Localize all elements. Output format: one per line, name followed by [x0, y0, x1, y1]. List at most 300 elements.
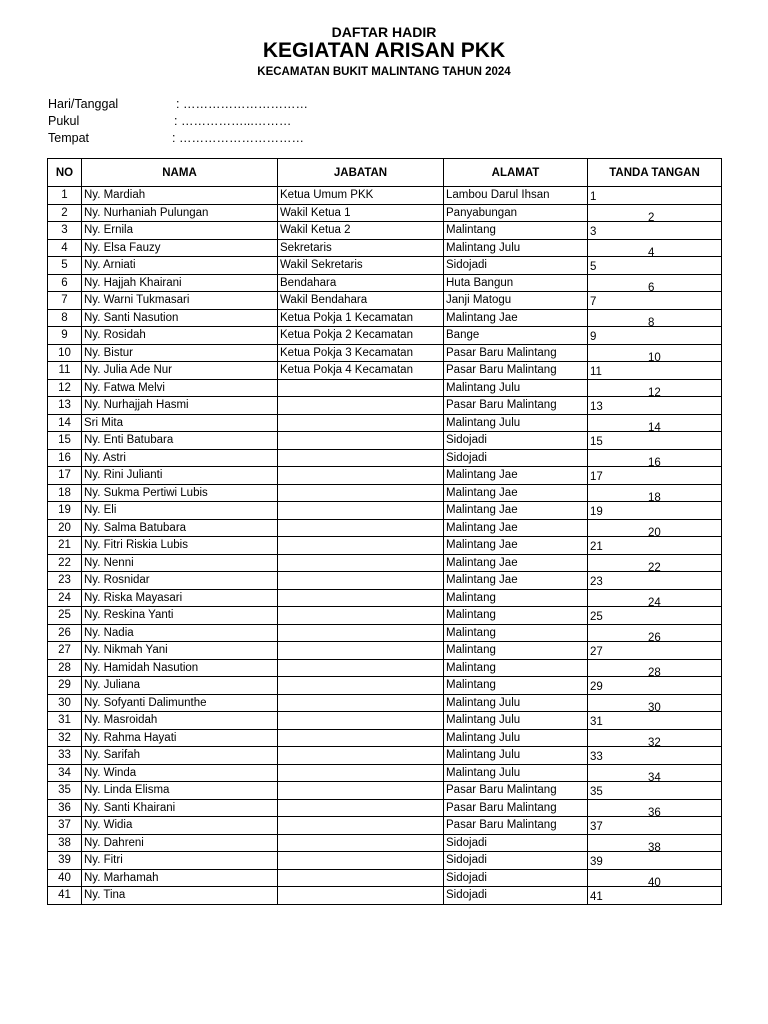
cell-nama: Ny. Mardiah: [82, 187, 278, 205]
cell-alamat: Bange: [444, 327, 588, 345]
cell-no: 41: [48, 887, 82, 905]
cell-tanda-tangan: [588, 239, 722, 257]
cell-tanda-tangan: [588, 817, 722, 835]
cell-no: 19: [48, 502, 82, 520]
meta-tempat: [48, 131, 448, 147]
cell-jabatan: [278, 397, 444, 415]
cell-alamat: Malintang: [444, 624, 588, 642]
cell-tanda-tangan: [588, 414, 722, 432]
cell-tanda-tangan: [588, 747, 722, 765]
table-row: [48, 414, 722, 432]
cell-alamat: Sidojadi: [444, 449, 588, 467]
signature-number: 18: [648, 491, 661, 502]
attendance-table: [47, 158, 722, 905]
cell-no: 18: [48, 484, 82, 502]
signature-number: 37: [590, 821, 603, 833]
cell-jabatan: [278, 519, 444, 537]
cell-nama: Ny. Fitri Riskia Lubis: [82, 537, 278, 555]
cell-alamat: Malintang Julu: [444, 747, 588, 765]
cell-tanda-tangan: [588, 852, 722, 870]
cell-tanda-tangan: [588, 782, 722, 800]
cell-alamat: Pasar Baru Malintang: [444, 397, 588, 415]
cell-tanda-tangan: [588, 607, 722, 625]
table-row: [48, 729, 722, 747]
cell-tanda-tangan: [588, 799, 722, 817]
cell-jabatan: [278, 782, 444, 800]
cell-jabatan: Wakil Sekretaris: [278, 257, 444, 275]
cell-no: 8: [48, 309, 82, 327]
cell-nama: Ny. Masroidah: [82, 712, 278, 730]
signature-number: 31: [590, 716, 603, 728]
cell-alamat: Malintang Julu: [444, 764, 588, 782]
cell-no: 32: [48, 729, 82, 747]
cell-no: 34: [48, 764, 82, 782]
cell-no: 3: [48, 222, 82, 240]
title-line-1: DAFTAR HADIR: [331, 24, 437, 40]
cell-no: 35: [48, 782, 82, 800]
signature-number: 21: [590, 541, 603, 553]
signature-number: 5: [590, 261, 597, 273]
cell-alamat: Sidojadi: [444, 432, 588, 450]
table-row: [48, 887, 722, 905]
table-row: [48, 449, 722, 467]
cell-no: 24: [48, 589, 82, 607]
table-row: [48, 397, 722, 415]
cell-jabatan: [278, 449, 444, 467]
cell-nama: Ny. Julia Ade Nur: [82, 362, 278, 380]
cell-nama: Ny. Rosnidar: [82, 572, 278, 590]
table-row: [48, 274, 722, 292]
cell-alamat: Huta Bangun: [444, 274, 588, 292]
cell-alamat: Sidojadi: [444, 852, 588, 870]
cell-jabatan: [278, 642, 444, 660]
table-row: [48, 519, 722, 537]
cell-tanda-tangan: [588, 659, 722, 677]
cell-jabatan: Ketua Pokja 1 Kecamatan: [278, 309, 444, 327]
table-row: [48, 834, 722, 852]
cell-tanda-tangan: [588, 554, 722, 572]
cell-alamat: Malintang Jae: [444, 467, 588, 485]
cell-no: 22: [48, 554, 82, 572]
meta-tempat-value: : …………………………: [172, 131, 304, 145]
signature-number: 34: [648, 771, 661, 782]
cell-nama: Ny. Nenni: [82, 554, 278, 572]
cell-jabatan: [278, 502, 444, 520]
cell-jabatan: [278, 554, 444, 572]
cell-alamat: Malintang Jae: [444, 484, 588, 502]
column-header-tanda-tangan: TANDA TANGAN: [588, 159, 722, 187]
cell-tanda-tangan: [588, 642, 722, 660]
table-row: [48, 467, 722, 485]
signature-number: 24: [648, 596, 661, 607]
cell-alamat: Malintang: [444, 589, 588, 607]
cell-no: 25: [48, 607, 82, 625]
cell-no: 10: [48, 344, 82, 362]
cell-jabatan: [278, 729, 444, 747]
cell-no: 37: [48, 817, 82, 835]
table-row: [48, 782, 722, 800]
table-row: [48, 799, 722, 817]
signature-number: 38: [648, 841, 661, 852]
cell-no: 13: [48, 397, 82, 415]
cell-nama: Ny. Astri: [82, 449, 278, 467]
cell-nama: Ny. Nikmah Yani: [82, 642, 278, 660]
cell-jabatan: [278, 764, 444, 782]
cell-no: 9: [48, 327, 82, 345]
cell-alamat: Sidojadi: [444, 257, 588, 275]
signature-number: 6: [648, 281, 655, 292]
cell-no: 29: [48, 677, 82, 695]
cell-jabatan: [278, 624, 444, 642]
cell-jabatan: [278, 712, 444, 730]
cell-jabatan: Ketua Pokja 3 Kecamatan: [278, 344, 444, 362]
table-row: [48, 554, 722, 572]
cell-nama: Ny. Sarifah: [82, 747, 278, 765]
cell-nama: Ny. Tina: [82, 887, 278, 905]
signature-number: 16: [648, 456, 661, 467]
cell-nama: Ny. Fitri: [82, 852, 278, 870]
cell-tanda-tangan: [588, 187, 722, 205]
cell-jabatan: [278, 414, 444, 432]
signature-number: 3: [590, 226, 597, 238]
cell-nama: Ny. Salma Batubara: [82, 519, 278, 537]
table-row: [48, 852, 722, 870]
signature-number: 27: [590, 646, 603, 658]
cell-no: 28: [48, 659, 82, 677]
signature-number: 17: [590, 471, 603, 483]
cell-no: 14: [48, 414, 82, 432]
cell-alamat: Malintang Julu: [444, 239, 588, 257]
cell-alamat: Sidojadi: [444, 887, 588, 905]
cell-alamat: Malintang Jae: [444, 572, 588, 590]
table-row: [48, 869, 722, 887]
cell-nama: Ny. Arniati: [82, 257, 278, 275]
table-row: [48, 257, 722, 275]
table-row: [48, 484, 722, 502]
cell-jabatan: Ketua Pokja 4 Kecamatan: [278, 362, 444, 380]
title-line-3: KECAMATAN BUKIT MALINTANG TAHUN 2024: [257, 66, 511, 78]
meta-hari-value: : …………………………: [176, 97, 308, 111]
cell-no: 11: [48, 362, 82, 380]
table-row: [48, 309, 722, 327]
cell-alamat: Malintang Jae: [444, 537, 588, 555]
cell-nama: Ny. Elsa Fauzy: [82, 239, 278, 257]
table-body: [48, 187, 722, 905]
cell-no: 16: [48, 449, 82, 467]
cell-nama: Ny. Widia: [82, 817, 278, 835]
cell-nama: Ny. Marhamah: [82, 869, 278, 887]
table-row: [48, 222, 722, 240]
cell-jabatan: [278, 484, 444, 502]
cell-nama: Ny. Fatwa Melvi: [82, 379, 278, 397]
table-row: [48, 817, 722, 835]
cell-alamat: Malintang Julu: [444, 414, 588, 432]
meta-tempat-label: Tempat: [48, 131, 89, 145]
cell-tanda-tangan: [588, 344, 722, 362]
cell-nama: Ny. Sofyanti Dalimunthe: [82, 694, 278, 712]
cell-jabatan: [278, 817, 444, 835]
table-row: [48, 694, 722, 712]
signature-number: 26: [648, 631, 661, 642]
cell-jabatan: [278, 572, 444, 590]
meta-pukul: [48, 114, 448, 130]
cell-tanda-tangan: [588, 519, 722, 537]
cell-jabatan: Bendahara: [278, 274, 444, 292]
signature-number: 4: [648, 246, 655, 257]
cell-nama: Ny. Juliana: [82, 677, 278, 695]
signature-number: 29: [590, 681, 603, 693]
cell-tanda-tangan: [588, 502, 722, 520]
cell-jabatan: [278, 834, 444, 852]
table-row: [48, 204, 722, 222]
cell-jabatan: [278, 537, 444, 555]
cell-nama: Ny. Hajjah Khairani: [82, 274, 278, 292]
signature-number: 35: [590, 786, 603, 798]
cell-alamat: Malintang Jae: [444, 309, 588, 327]
cell-jabatan: Wakil Bendahara: [278, 292, 444, 310]
column-header-jabatan: JABATAN: [278, 159, 444, 187]
signature-number: 40: [648, 876, 661, 887]
column-header-nama: NAMA: [82, 159, 278, 187]
meta-hari-tanggal: [48, 97, 448, 113]
cell-alamat: Malintang Julu: [444, 729, 588, 747]
title-line-2: KEGIATAN ARISAN PKK: [262, 39, 506, 62]
meta-pukul-label: Pukul: [48, 114, 80, 128]
cell-nama: Ny. Nadia: [82, 624, 278, 642]
cell-tanda-tangan: [588, 729, 722, 747]
cell-no: 30: [48, 694, 82, 712]
cell-tanda-tangan: [588, 887, 722, 905]
cell-alamat: Janji Matogu: [444, 292, 588, 310]
signature-number: 13: [590, 401, 603, 413]
cell-tanda-tangan: [588, 327, 722, 345]
signature-number: 23: [590, 576, 603, 588]
cell-alamat: Malintang Julu: [444, 379, 588, 397]
cell-no: 23: [48, 572, 82, 590]
cell-tanda-tangan: [588, 624, 722, 642]
cell-jabatan: [278, 659, 444, 677]
cell-no: 12: [48, 379, 82, 397]
cell-no: 39: [48, 852, 82, 870]
cell-nama: Ny. Rini Julianti: [82, 467, 278, 485]
cell-no: 17: [48, 467, 82, 485]
cell-jabatan: [278, 589, 444, 607]
cell-nama: Ny. Enti Batubara: [82, 432, 278, 450]
cell-tanda-tangan: [588, 257, 722, 275]
cell-jabatan: [278, 432, 444, 450]
cell-nama: Ny. Hamidah Nasution: [82, 659, 278, 677]
cell-no: 6: [48, 274, 82, 292]
signature-number: 33: [590, 751, 603, 763]
cell-nama: Ny. Eli: [82, 502, 278, 520]
table-row: [48, 187, 722, 205]
table-row: [48, 327, 722, 345]
cell-tanda-tangan: [588, 309, 722, 327]
column-header-alamat: ALAMAT: [444, 159, 588, 187]
cell-alamat: Malintang Jae: [444, 519, 588, 537]
signature-number: 30: [648, 701, 661, 712]
table-row: [48, 642, 722, 660]
cell-tanda-tangan: [588, 694, 722, 712]
cell-alamat: Malintang Jae: [444, 554, 588, 572]
signature-number: 2: [648, 211, 655, 222]
cell-alamat: Lambou Darul Ihsan: [444, 187, 588, 205]
cell-alamat: Malintang: [444, 659, 588, 677]
cell-tanda-tangan: [588, 764, 722, 782]
cell-nama: Sri Mita: [82, 414, 278, 432]
table-row: [48, 502, 722, 520]
signature-number: 36: [648, 806, 661, 817]
cell-tanda-tangan: [588, 204, 722, 222]
table-row: [48, 659, 722, 677]
table-row: [48, 432, 722, 450]
table-row: [48, 677, 722, 695]
cell-alamat: Pasar Baru Malintang: [444, 799, 588, 817]
cell-tanda-tangan: [588, 292, 722, 310]
table-row: [48, 589, 722, 607]
signature-number: 39: [590, 856, 603, 868]
signature-number: 19: [590, 506, 603, 518]
cell-tanda-tangan: [588, 467, 722, 485]
cell-jabatan: [278, 467, 444, 485]
cell-alamat: Malintang Julu: [444, 694, 588, 712]
cell-alamat: Malintang Julu: [444, 712, 588, 730]
cell-jabatan: [278, 747, 444, 765]
cell-no: 20: [48, 519, 82, 537]
signature-number: 1: [590, 191, 597, 203]
cell-no: 15: [48, 432, 82, 450]
cell-jabatan: Ketua Pokja 2 Kecamatan: [278, 327, 444, 345]
meta-pukul-value: : ……………...………: [174, 114, 292, 128]
cell-tanda-tangan: [588, 274, 722, 292]
cell-tanda-tangan: [588, 397, 722, 415]
cell-jabatan: [278, 869, 444, 887]
cell-alamat: Panyabungan: [444, 204, 588, 222]
cell-no: 31: [48, 712, 82, 730]
cell-alamat: Pasar Baru Malintang: [444, 817, 588, 835]
signature-number: 32: [648, 736, 661, 747]
cell-nama: Ny. Santi Khairani: [82, 799, 278, 817]
cell-tanda-tangan: [588, 712, 722, 730]
cell-tanda-tangan: [588, 589, 722, 607]
signature-number: 28: [648, 666, 661, 677]
cell-no: 4: [48, 239, 82, 257]
cell-tanda-tangan: [588, 379, 722, 397]
cell-jabatan: Wakil Ketua 2: [278, 222, 444, 240]
cell-nama: Ny. Nurhajjah Hasmi: [82, 397, 278, 415]
cell-no: 1: [48, 187, 82, 205]
signature-number: 41: [590, 891, 603, 903]
signature-number: 11: [590, 366, 602, 378]
cell-alamat: Malintang: [444, 677, 588, 695]
cell-tanda-tangan: [588, 834, 722, 852]
cell-alamat: Pasar Baru Malintang: [444, 782, 588, 800]
cell-jabatan: [278, 887, 444, 905]
cell-alamat: Malintang: [444, 642, 588, 660]
cell-jabatan: Ketua Umum PKK: [278, 187, 444, 205]
cell-nama: Ny. Winda: [82, 764, 278, 782]
cell-tanda-tangan: [588, 362, 722, 380]
cell-no: 33: [48, 747, 82, 765]
signature-number: 15: [590, 436, 603, 448]
cell-nama: Ny. Rosidah: [82, 327, 278, 345]
cell-tanda-tangan: [588, 869, 722, 887]
signature-number: 14: [648, 421, 661, 432]
table-row: [48, 712, 722, 730]
cell-jabatan: Wakil Ketua 1: [278, 204, 444, 222]
table-row: [48, 379, 722, 397]
cell-tanda-tangan: [588, 484, 722, 502]
signature-number: 10: [648, 351, 661, 362]
table-row: [48, 344, 722, 362]
signature-number: 25: [590, 611, 603, 623]
cell-tanda-tangan: [588, 222, 722, 240]
cell-tanda-tangan: [588, 449, 722, 467]
cell-nama: Ny. Nurhaniah Pulungan: [82, 204, 278, 222]
table-row: [48, 362, 722, 380]
table-row: [48, 572, 722, 590]
cell-no: 40: [48, 869, 82, 887]
cell-alamat: Pasar Baru Malintang: [444, 362, 588, 380]
meta-hari-label: Hari/Tanggal: [48, 97, 119, 111]
cell-alamat: Sidojadi: [444, 869, 588, 887]
cell-jabatan: [278, 607, 444, 625]
cell-tanda-tangan: [588, 537, 722, 555]
table-row: [48, 537, 722, 555]
cell-nama: Ny. Santi Nasution: [82, 309, 278, 327]
cell-nama: Ny. Riska Mayasari: [82, 589, 278, 607]
signature-number: 8: [648, 316, 655, 327]
cell-jabatan: [278, 379, 444, 397]
cell-no: 38: [48, 834, 82, 852]
cell-no: 5: [48, 257, 82, 275]
signature-number: 12: [648, 386, 661, 397]
cell-nama: Ny. Ernila: [82, 222, 278, 240]
cell-jabatan: Sekretaris: [278, 239, 444, 257]
table-header-row: [48, 159, 722, 187]
cell-no: 2: [48, 204, 82, 222]
cell-no: 7: [48, 292, 82, 310]
cell-tanda-tangan: [588, 677, 722, 695]
cell-nama: Ny. Warni Tukmasari: [82, 292, 278, 310]
cell-nama: Ny. Linda Elisma: [82, 782, 278, 800]
cell-nama: Ny. Sukma Pertiwi Lubis: [82, 484, 278, 502]
signature-number: 7: [590, 296, 597, 308]
table-row: [48, 747, 722, 765]
signature-number: 22: [648, 561, 661, 572]
table-row: [48, 764, 722, 782]
table-row: [48, 607, 722, 625]
cell-no: 36: [48, 799, 82, 817]
cell-alamat: Malintang Jae: [444, 502, 588, 520]
cell-jabatan: [278, 694, 444, 712]
cell-no: 21: [48, 537, 82, 555]
table-row: [48, 239, 722, 257]
cell-no: 27: [48, 642, 82, 660]
cell-alamat: Malintang: [444, 607, 588, 625]
cell-nama: Ny. Dahreni: [82, 834, 278, 852]
signature-number: 20: [648, 526, 661, 537]
table-row: [48, 292, 722, 310]
cell-tanda-tangan: [588, 572, 722, 590]
cell-alamat: Sidojadi: [444, 834, 588, 852]
column-header-no: NO: [48, 159, 82, 187]
table-row: [48, 624, 722, 642]
signature-number: 9: [590, 331, 597, 343]
cell-nama: Ny. Reskina Yanti: [82, 607, 278, 625]
cell-tanda-tangan: [588, 432, 722, 450]
cell-jabatan: [278, 799, 444, 817]
